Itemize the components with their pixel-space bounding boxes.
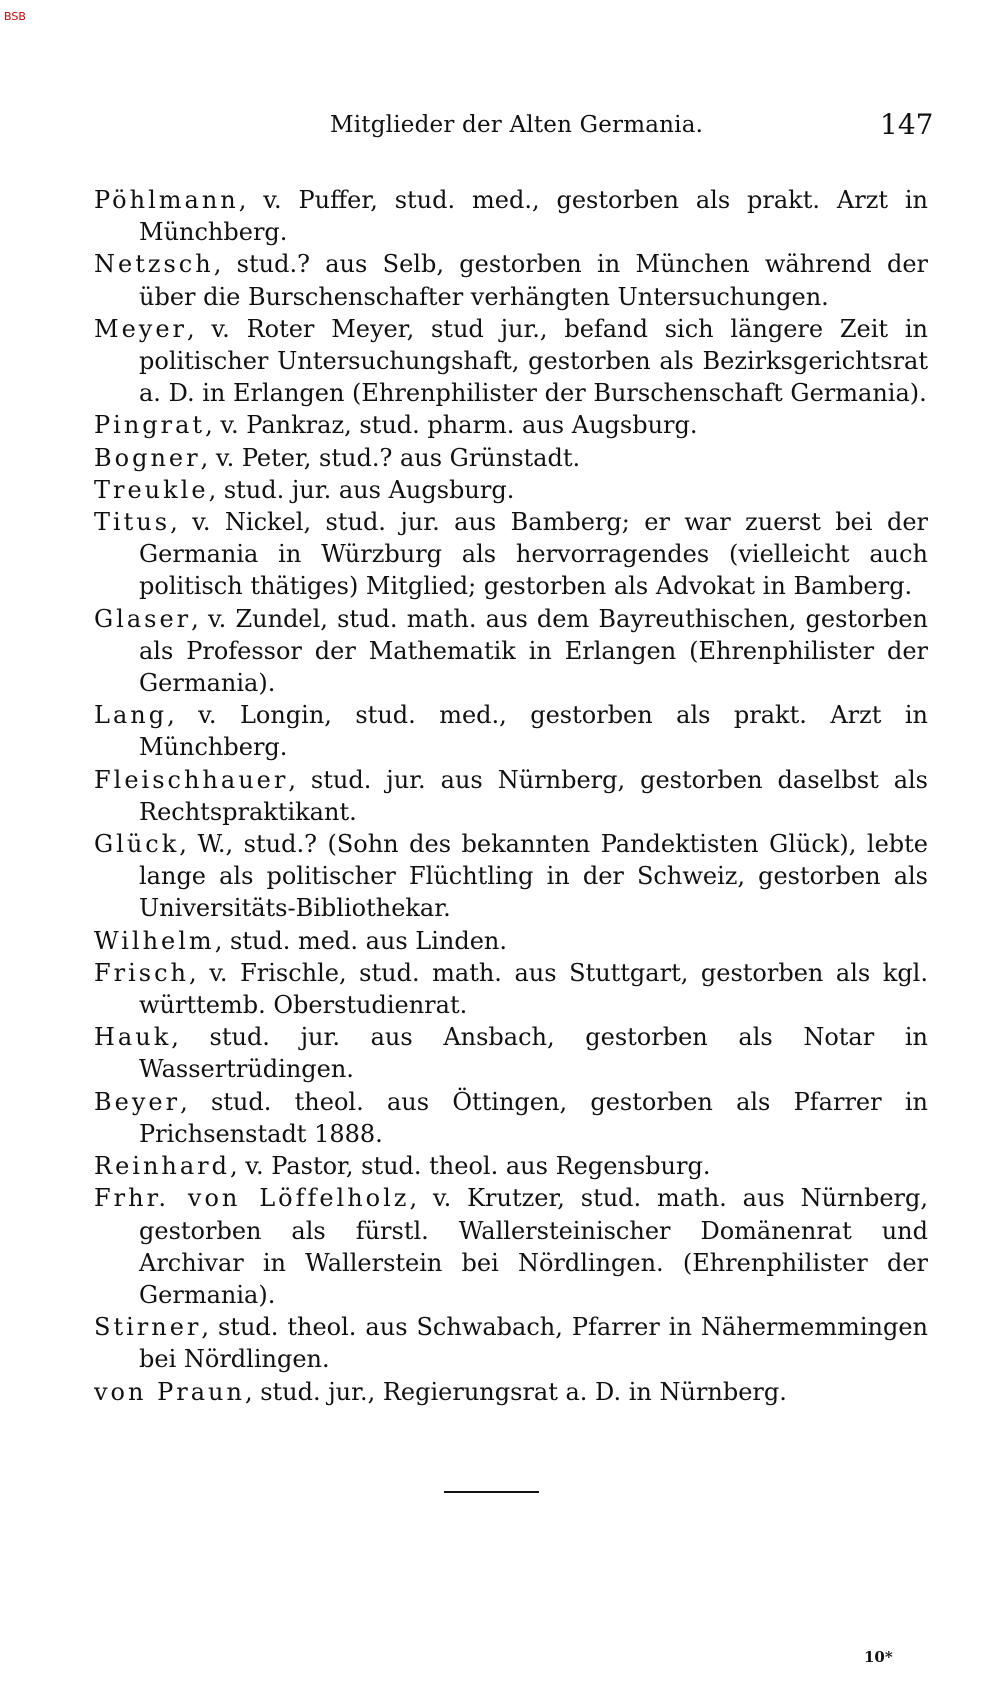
member-details: , stud. med. aus Linden.: [214, 926, 508, 955]
member-name: Wilhelm: [94, 926, 215, 955]
member-details: , W., stud.? (Sohn des bekannten Pandektisten Glück), lebte lange als politischer Flüchtling in der Schweiz, gestorben als Universitäts-Bibliothekar.: [139, 830, 928, 923]
member-name: Stirner: [94, 1313, 202, 1342]
member-details: , stud. jur., Regierungsrat a. D. in Nürnberg.: [244, 1377, 787, 1406]
list-item: [94, 1021, 928, 1085]
member-name: Lang: [94, 701, 168, 730]
list-item: [94, 1182, 928, 1311]
member-name: Pöhlmann: [94, 186, 239, 214]
list-item: [94, 506, 928, 603]
member-details: , v. Nickel, stud. jur. aus Bamberg; er war zuerst bei der Germania in Würzburg als hervorragendes (vielleicht auch politisch thätiges) Mitglied; gestorben als Advokat in Bamberg.: [139, 508, 928, 601]
page-header: [0, 108, 1000, 152]
list-item: [94, 764, 928, 828]
member-details: , v. Peter, stud.? aus Grünstadt.: [200, 443, 581, 472]
member-details: , v. Longin, stud. med., gestorben als prakt. Arzt in Münchberg.: [139, 701, 928, 762]
member-name: Beyer: [94, 1087, 181, 1116]
member-name: Meyer: [94, 314, 188, 343]
member-details: , v. Zundel, stud. math. aus dem Bayreuthischen, gestorben als Professor der Mathematik in Erlangen (Ehrenphilister der Germania).: [139, 604, 928, 698]
member-details: , v. Krutzer, stud. math. aus Nürnberg, gestorben als fürstl. Wallersteinischer Domänenrat und Archivar in Wallerstein bei Nördlingen. (Ehrenphilister der Germania).: [139, 1184, 928, 1309]
member-details: , v. Pastor, stud. theol. aus Regensburg.: [230, 1152, 711, 1181]
member-details: , v. Puffer, stud. med., gestorben als prakt. Arzt in Münchberg.: [139, 186, 928, 247]
member-name: Pingrat: [94, 411, 206, 440]
member-name: Frhr. von Löffelholz: [94, 1184, 410, 1213]
member-name: Frisch: [94, 958, 190, 987]
member-name: Netzsch: [94, 250, 214, 279]
member-name: Glaser: [94, 604, 192, 633]
list-item: [94, 474, 928, 506]
section-divider: [444, 1491, 539, 1493]
list-item: [94, 1311, 928, 1375]
list-item: [94, 313, 928, 410]
member-details: , stud. jur. aus Ansbach, gestorben als Notar in Wassertrüdingen.: [139, 1023, 928, 1084]
member-details: , stud. theol. aus Schwabach, Pfarrer in Nähermemmingen bei Nördlingen.: [139, 1313, 928, 1374]
member-name: Reinhard: [94, 1152, 231, 1181]
library-watermark: BSB: [4, 10, 26, 23]
member-name: Titus: [94, 508, 171, 537]
member-name: Fleischhauer: [94, 765, 289, 794]
member-list: [94, 184, 928, 1408]
list-item: [94, 1376, 928, 1408]
member-name: Bogner: [94, 443, 201, 472]
running-head: Mitglieder der Alten Germania.: [330, 112, 704, 138]
list-item: [94, 699, 928, 763]
page-number: 147: [880, 108, 934, 141]
member-name: Glück: [94, 830, 180, 859]
member-details: , v. Frischle, stud. math. aus Stuttgart, gestorben als kgl. württemb. Oberstudienrat.: [139, 958, 928, 1020]
member-details: , stud. theol. aus Öttingen, gestorben als Pfarrer in Prichsenstadt 1888.: [139, 1087, 928, 1148]
list-item: [94, 248, 928, 312]
member-details: , v. Roter Meyer, stud jur., befand sich längere Zeit in politischer Untersuchungshaft, gestorben als Bezirksgerichtsrat a. D. in Erlangen (Ehrenphilister der Burschenschaft Germania).: [139, 314, 928, 408]
list-item: [94, 828, 928, 925]
list-item: [94, 1086, 928, 1150]
printer-signature-mark: 10*: [864, 1648, 893, 1666]
list-item: [94, 409, 928, 441]
list-item: [94, 184, 928, 248]
list-item: [94, 957, 928, 1021]
member-details: , stud.? aus Selb, gestorben in München während der über die Burschenschafter verhängten Untersuchungen.: [139, 250, 928, 311]
list-item: [94, 442, 928, 474]
list-item: [94, 925, 928, 957]
member-details: , stud. jur. aus Nürnberg, gestorben daselbst als Rechtspraktikant.: [139, 765, 928, 826]
member-name: von Praun: [94, 1377, 245, 1406]
member-name: Treukle: [94, 475, 209, 504]
member-name: Hauk: [94, 1023, 172, 1052]
member-details: , stud. jur. aus Augsburg.: [208, 475, 515, 504]
member-details: , v. Pankraz, stud. pharm. aus Augsburg.: [205, 411, 698, 440]
list-item: [94, 603, 928, 700]
list-item: [94, 1150, 928, 1182]
